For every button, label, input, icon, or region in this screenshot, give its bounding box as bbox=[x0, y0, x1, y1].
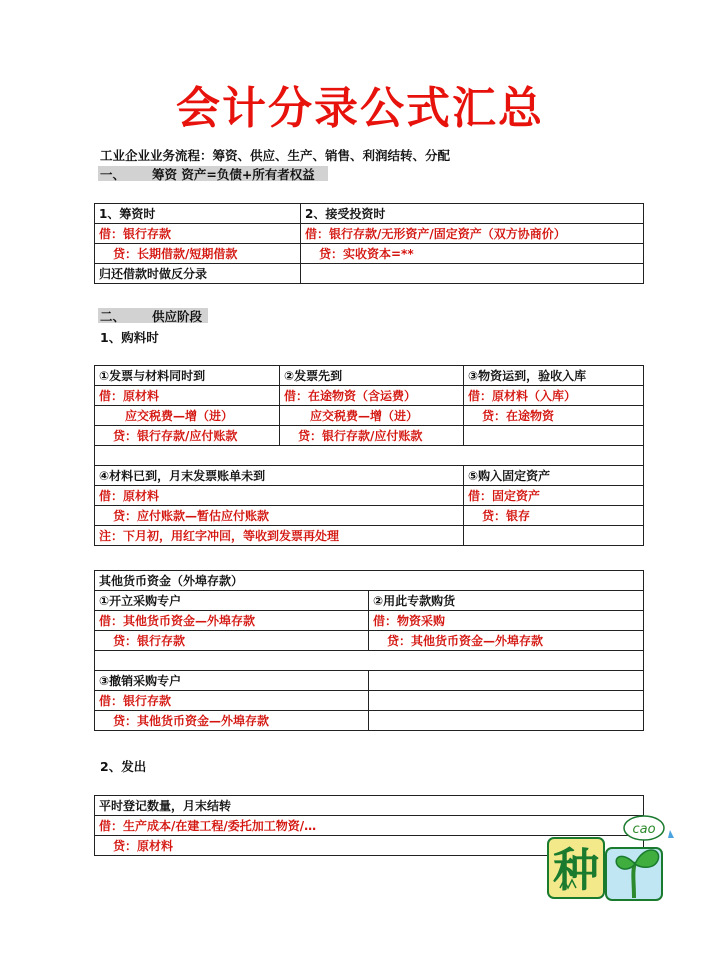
close-account-header: ③撤销采购专户 bbox=[95, 671, 369, 691]
case-5-credit: 贷：银存 bbox=[464, 506, 644, 526]
investment-credit: 贷：实收资本=** bbox=[301, 244, 644, 264]
purchase-table bbox=[94, 365, 644, 546]
use-funds-debit: 借：物资采购 bbox=[369, 611, 644, 631]
case-4-debit: 借：原材料 bbox=[95, 486, 464, 506]
fundraising-table bbox=[94, 203, 644, 284]
issue-debit: 借：生产成本/在建工程/委托加工物资/… bbox=[95, 816, 644, 836]
empty-cell bbox=[464, 526, 644, 546]
case-4-note: 注：下月初，用红字冲回，等收到发票再处理 bbox=[95, 526, 464, 546]
open-account-header: ①开立采购专户 bbox=[95, 591, 369, 611]
section-2-title: 供应阶段 bbox=[152, 309, 203, 324]
empty-cell bbox=[369, 671, 644, 691]
case-4-header: ④材料已到，月末发票账单未到 bbox=[95, 466, 464, 486]
close-account-credit: 贷：其他货币资金—外埠存款 bbox=[95, 711, 369, 731]
empty-cell bbox=[369, 691, 644, 711]
use-funds-header: ②用此专款购货 bbox=[369, 591, 644, 611]
spacer-row bbox=[95, 446, 644, 466]
case-2-credit: 贷：银行存款/应付账款 bbox=[280, 426, 464, 446]
case-2-debit: 借：在途物资（含运费） bbox=[280, 386, 464, 406]
case-3-header: ③物资运到，验收入库 bbox=[464, 366, 644, 386]
case-1-credit: 贷：银行存款/应付账款 bbox=[95, 426, 280, 446]
case-2-header: ②发票先到 bbox=[280, 366, 464, 386]
issue-credit: 贷：原材料 bbox=[95, 836, 644, 856]
fundraising-credit: 贷：长期借款/短期借款 bbox=[95, 244, 301, 264]
investment-debit: 借：银行存款/无形资产/固定资产（双方协商价） bbox=[301, 224, 644, 244]
open-account-credit: 贷：银行存款 bbox=[95, 631, 369, 651]
case-5-debit: 借：固定资产 bbox=[464, 486, 644, 506]
close-account-debit: 借：银行存款 bbox=[95, 691, 369, 711]
logo-bubble-text: cao bbox=[632, 822, 656, 837]
repayment-note: 归还借款时做反分录 bbox=[95, 264, 301, 284]
spacer-row bbox=[95, 651, 644, 671]
investment-header: 2、接受投资时 bbox=[301, 204, 644, 224]
case-1-tax: 应交税费—增（进） bbox=[95, 406, 280, 426]
case-2-tax: 应交税费—增（进） bbox=[280, 406, 464, 426]
purchase-subheading: 1、购料时 bbox=[100, 330, 159, 345]
sprout-logo-icon bbox=[540, 810, 690, 905]
other-monetary-funds-table bbox=[94, 570, 644, 731]
issue-subheading: 2、发出 bbox=[100, 759, 147, 774]
empty-cell bbox=[301, 264, 644, 284]
page-title: 会计分录公式汇总 bbox=[176, 83, 544, 134]
fundraising-debit: 借：银行存款 bbox=[95, 224, 301, 244]
case-3-debit: 借：原材料（入库） bbox=[464, 386, 644, 406]
other-funds-title: 其他货币资金（外埠存款） bbox=[95, 571, 644, 591]
brand-logo bbox=[540, 810, 690, 905]
open-account-debit: 借：其他货币资金—外埠存款 bbox=[95, 611, 369, 631]
case-3-credit: 贷：在途物资 bbox=[464, 406, 644, 426]
case-5-header: ⑤购入固定资产 bbox=[464, 466, 644, 486]
case-4-credit: 贷：应付账款—暂估应付账款 bbox=[95, 506, 464, 526]
issue-header: 平时登记数量，月末结转 bbox=[95, 796, 644, 816]
section-2-number: 二、 bbox=[100, 309, 126, 324]
case-1-header: ①发票与材料同时到 bbox=[95, 366, 280, 386]
use-funds-credit: 贷：其他货币资金—外埠存款 bbox=[369, 631, 644, 651]
logo-character: 种 bbox=[553, 843, 599, 897]
section-1-number: 一、 bbox=[100, 167, 126, 182]
empty-cell bbox=[369, 711, 644, 731]
empty-cell bbox=[464, 426, 644, 446]
section-1-title: 筹资 资产=负债+所有者权益 bbox=[152, 167, 315, 182]
case-1-debit: 借：原材料 bbox=[95, 386, 280, 406]
business-flow-line: 工业企业业务流程：筹资、供应、生产、销售、利润结转、分配 bbox=[100, 148, 451, 163]
fundraising-header: 1、筹资时 bbox=[95, 204, 301, 224]
